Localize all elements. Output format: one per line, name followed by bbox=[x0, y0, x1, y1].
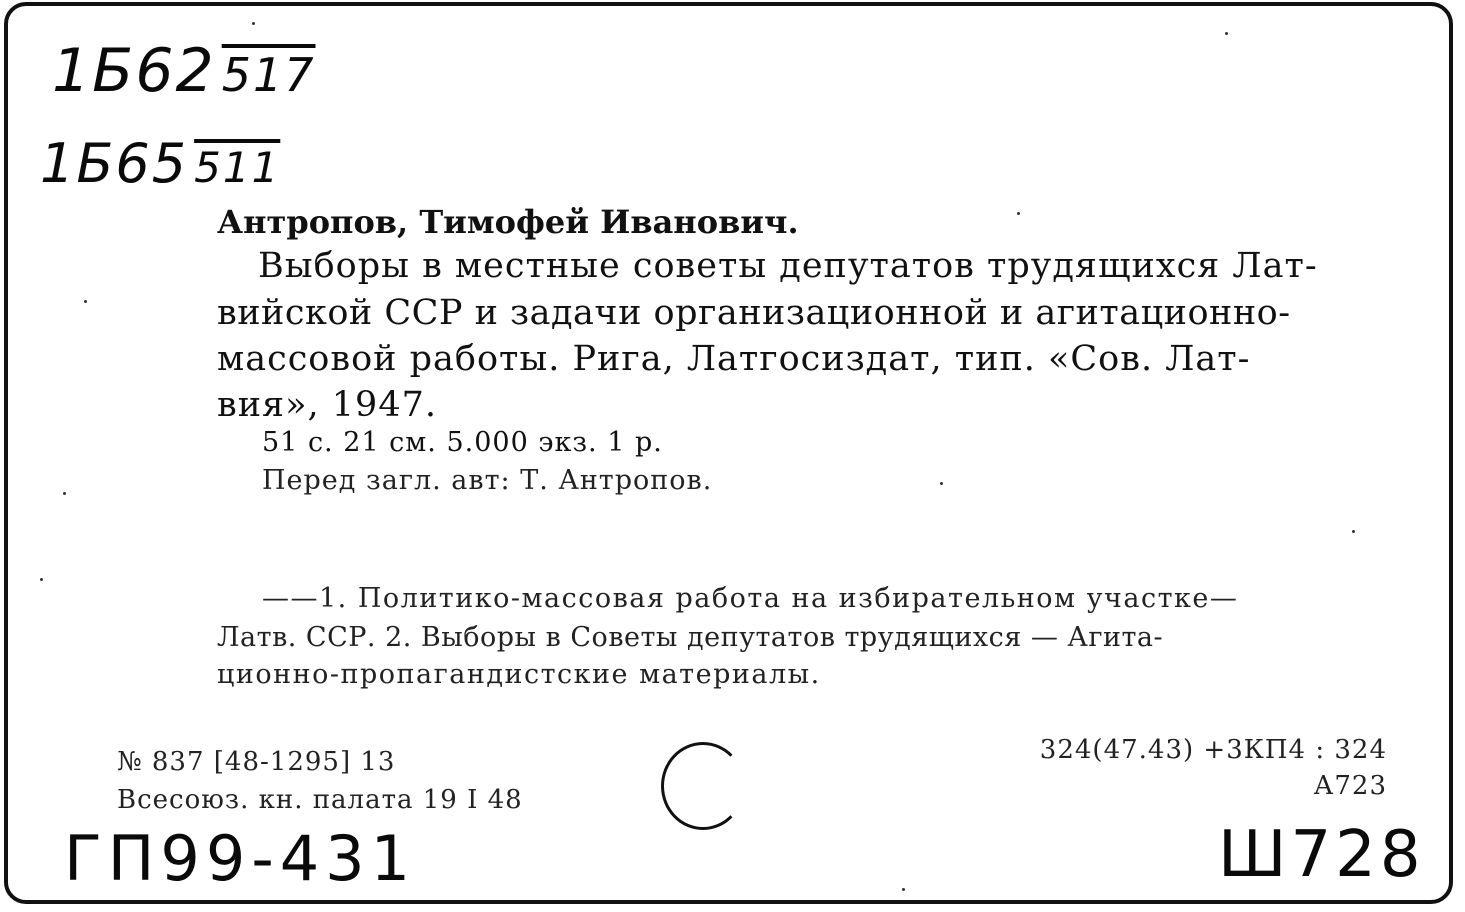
classification-index: 324(47.43) +3КП4 : 324 bbox=[1039, 735, 1387, 765]
handwritten-mark-2-main: 1Б65 bbox=[40, 132, 189, 195]
handwritten-inventory-number: ГП99-431 bbox=[64, 822, 417, 895]
scan-speck bbox=[63, 492, 66, 495]
title-line-1: Выборы в местные советы депутатов трудящихся Лат- bbox=[258, 246, 1318, 286]
scan-speck bbox=[252, 22, 255, 25]
chamber-date-line: Всесоюз. кн. палата 19 I 48 bbox=[117, 785, 523, 815]
card-number-line: № 837 [48-1295] 13 bbox=[117, 747, 396, 777]
subject-line-1: ——1. Политико-массовая работа на избирательном участке— bbox=[262, 583, 1239, 614]
handwritten-mark-1 bbox=[52, 36, 316, 106]
note-line: Перед загл. авт: Т. Антропов. bbox=[262, 465, 713, 496]
author-heading: Антропов, Тимофей Иванович. bbox=[217, 203, 799, 241]
scan-speck bbox=[1352, 530, 1355, 533]
handwritten-mark-1-main: 1Б62 bbox=[52, 36, 216, 106]
title-line-2: вийской ССР и задачи организационной и агитационно- bbox=[217, 293, 1291, 333]
scan-speck bbox=[902, 888, 905, 891]
author-mark: А723 bbox=[1313, 771, 1387, 801]
handwritten-shelf-mark: Ш728 bbox=[1218, 818, 1425, 892]
handwritten-mark-2 bbox=[40, 132, 280, 195]
scan-speck bbox=[40, 578, 43, 581]
handwritten-mark-2-sub: 511 bbox=[194, 143, 281, 192]
scan-speck bbox=[1017, 212, 1020, 215]
title-line-3: массовой работы. Рига, Латгосиздат, тип. «Сов. Лат- bbox=[217, 339, 1251, 379]
subject-line-2: Латв. ССР. 2. Выборы в Советы депутатов трудящихся — Агита- bbox=[217, 622, 1164, 653]
scan-speck bbox=[1225, 32, 1228, 35]
title-line-4: вия», 1947. bbox=[217, 385, 437, 425]
collation-line: 51 с. 21 см. 5.000 экз. 1 р. bbox=[262, 427, 663, 458]
scan-speck bbox=[84, 300, 87, 303]
subject-line-3: ционно-пропагандистские материалы. bbox=[217, 659, 821, 690]
scan-speck bbox=[940, 482, 943, 485]
stamp-circle-mark bbox=[661, 742, 745, 830]
handwritten-mark-1-sub: 517 bbox=[221, 48, 316, 102]
